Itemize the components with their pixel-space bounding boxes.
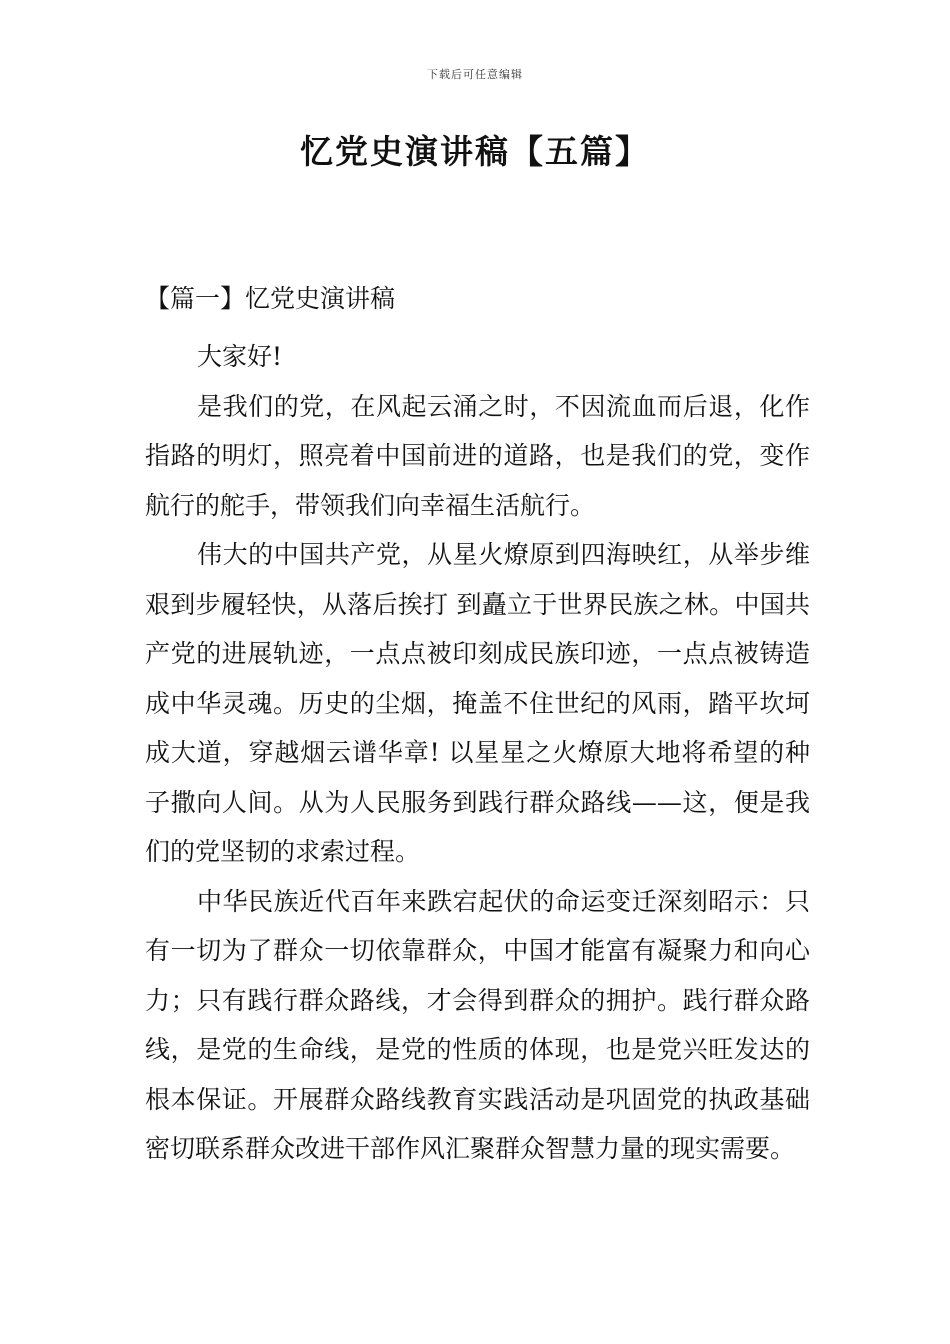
section-body bbox=[145, 332, 810, 1174]
paragraph: 中华民族近代百年来跌宕起伏的命运变迁深刻昭示：只有一切为了群众一切依靠群众，中国才能富有凝聚力和向心力；只有践行群众路线，才会得到群众的拥护。践行群众路线，是党的生命线，是党的性质的体现，也是党兴旺发达的根本保证。开展群众路线教育实践活动是巩固党的执政基础密切联系群众改进干部作风汇聚群众智慧力量的现实需要。 bbox=[145, 886, 810, 1163]
header-note: 下载后可任意编辑 bbox=[427, 68, 523, 81]
section-heading: 【篇一】忆党史演讲稿 bbox=[145, 284, 396, 313]
paragraph: 是我们的党，在风起云涌之时，不因流血而后退，化作指路的明灯，照亮着中国前进的道路，也是我们的党，变作航行的舵手，带领我们向幸福生活航行。 bbox=[145, 391, 810, 520]
paragraph-greeting: 大家好! bbox=[197, 342, 283, 371]
paragraph: 伟大的中国共产党，从星火燎原到四海映红，从举步维艰到步履轻快，从落后挨打 到矗立于世界民族之林。中国共产党的进展轨迹，一点点被印刻成民族印迹，一点点被铸造成中华灵魂。历史的尘烟，掩盖不住世纪的风雨，踏平坎坷成大道，穿越烟云谱华章! 以星星之火燎原大地将希望的种子撒向人间。从为人民服务到践行群众路线——这，便是我们的党坚韧的求索过程。 bbox=[145, 540, 810, 866]
document-title: 忆党史演讲稿【五篇】 bbox=[300, 132, 650, 171]
